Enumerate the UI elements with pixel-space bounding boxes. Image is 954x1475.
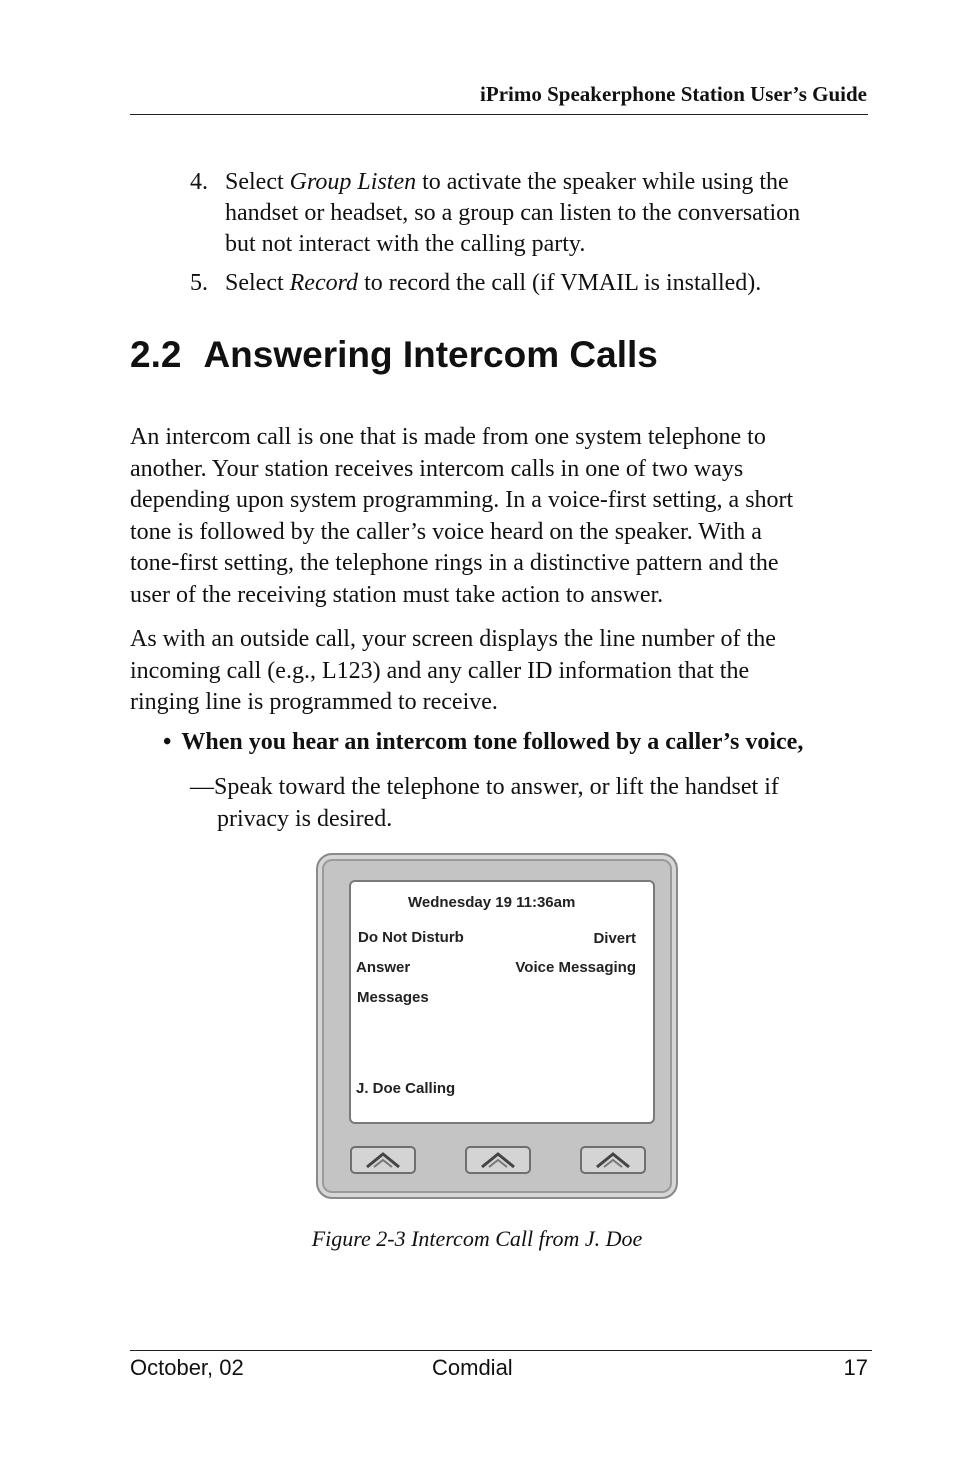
paragraph-line: user of the receiving station must take action to answer.: [130, 581, 664, 608]
instruction-line: privacy is desired.: [217, 806, 393, 832]
voice-messaging-option: Voice Messaging: [515, 959, 636, 976]
divert-option: Divert: [593, 930, 636, 947]
phone-display-figure: [316, 853, 678, 1199]
figure-caption: Figure 2-3 Intercom Call from J. Doe: [311, 1226, 643, 1251]
date-time-display: Wednesday 19 11:36am: [408, 894, 576, 911]
paragraph-intro: [130, 422, 870, 611]
step-5: [190, 268, 870, 299]
paragraph-screen-display: [130, 624, 870, 719]
paragraph-line: tone-first setting, the telephone rings in a distinctive pattern and the: [130, 550, 779, 576]
caret-up-icon: [593, 1151, 633, 1169]
messages-option: Messages: [357, 989, 429, 1006]
step-line: handset or headset, so a group can listen to the conversation: [225, 200, 801, 226]
paragraph-line: As with an outside call, your screen displays the line number of the: [130, 626, 776, 652]
option-name: Record: [289, 270, 359, 296]
caret-up-icon: [478, 1151, 518, 1169]
paragraph-line: depending upon system programming. In a voice-first setting, a short: [130, 487, 794, 513]
soft-key-left: [350, 1146, 416, 1174]
bullet-item: [163, 729, 803, 756]
bullet-instruction: [190, 771, 779, 835]
paragraph-line: ringing line is programmed to receive.: [130, 689, 498, 715]
header-title: iPrimo Speakerphone Station User’s Guide: [480, 82, 867, 106]
caller-status: J. Doe Calling: [356, 1080, 456, 1097]
answer-option: Answer: [356, 959, 411, 976]
step-line: Select Record to record the call (if VMAIL is installed).: [225, 270, 762, 296]
footer-page-number: 17: [843, 1355, 868, 1380]
phone-screen: [349, 880, 655, 1124]
caret-up-icon: [363, 1151, 403, 1169]
header-divider: [130, 114, 868, 115]
soft-key-right: [580, 1146, 646, 1174]
step-number: 4.: [190, 169, 208, 195]
footer-company: Comdial: [432, 1355, 513, 1380]
section-heading: [130, 334, 658, 376]
option-name: Group Listen: [289, 169, 417, 195]
step-number: 5.: [190, 270, 208, 296]
footer-divider: [130, 1350, 872, 1351]
do-not-disturb-option: Do Not Disturb: [358, 929, 464, 946]
step-4: [190, 167, 870, 260]
bullet-text: When you hear an intercom tone followed by a caller’s voice,: [181, 729, 804, 755]
step-line: but not interact with the calling party.: [225, 231, 586, 257]
footer-date: October, 02: [130, 1355, 244, 1380]
section-number: 2.2: [130, 334, 182, 375]
paragraph-line: tone is followed by the caller’s voice heard on the speaker. With a: [130, 518, 762, 545]
instruction-line: —Speak toward the telephone to answer, or lift the handset if: [190, 774, 779, 800]
paragraph-line: incoming call (e.g., L123) and any caller ID information that the: [130, 657, 750, 684]
section-title: Answering Intercom Calls: [203, 334, 658, 375]
step-line: Select Group Listen to activate the speaker while using the: [225, 169, 789, 195]
soft-key-center: [465, 1146, 531, 1174]
paragraph-line: An intercom call is one that is made from one system telephone to: [130, 424, 766, 450]
bullet-marker: •: [163, 729, 172, 755]
paragraph-line: another. Your station receives intercom calls in one of two ways: [130, 455, 744, 482]
